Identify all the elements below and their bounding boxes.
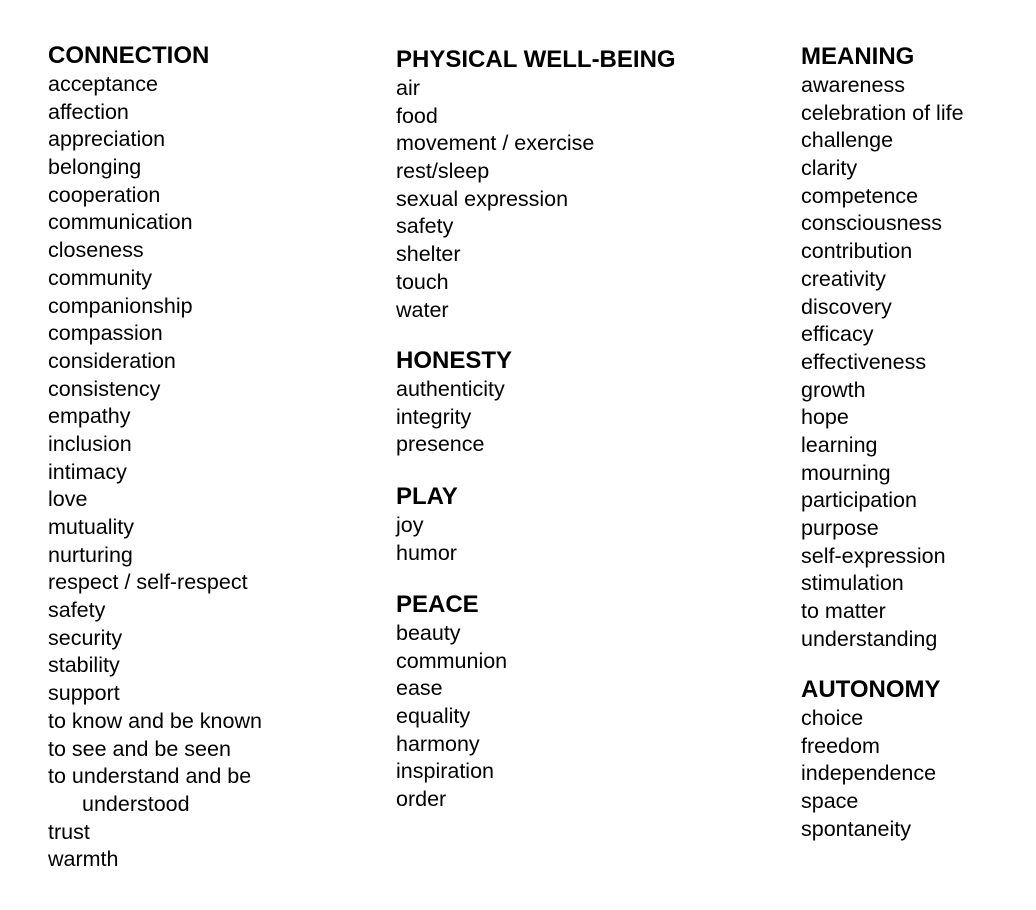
list-item: movement / exercise <box>396 131 595 156</box>
list-item: communion <box>396 648 508 673</box>
list-item: hope <box>801 405 849 430</box>
list-item: security <box>48 625 123 650</box>
section-title-play: PLAY <box>396 483 458 510</box>
list-item: acceptance <box>48 72 158 96</box>
list-play <box>396 512 457 567</box>
list-item: affection <box>48 99 129 124</box>
list-item: celebration of life <box>801 100 964 125</box>
list-physical-well-being <box>396 75 594 324</box>
list-item: stability <box>48 653 120 678</box>
list-item: community <box>48 265 152 290</box>
list-item: inclusion <box>48 431 132 456</box>
list-item: independence <box>801 761 937 786</box>
list-item: efficacy <box>801 322 874 347</box>
list-item: discovery <box>801 294 892 319</box>
list-item: beauty <box>396 621 461 645</box>
list-item: warmth <box>48 847 119 872</box>
list-item: safety <box>48 598 106 623</box>
list-item: choice <box>801 706 864 730</box>
list-item: authenticity <box>396 377 505 401</box>
list-meaning <box>801 72 964 653</box>
list-item: touch <box>396 269 449 294</box>
list-item: understanding <box>801 626 938 651</box>
section-title-honesty: HONESTY <box>396 347 513 374</box>
list-item: self-expression <box>801 543 946 568</box>
list-item: to matter <box>801 599 886 624</box>
list-item: clarity <box>801 156 858 181</box>
list-item: support <box>48 681 120 706</box>
section-title-physical-well-being: PHYSICAL WELL-BEING <box>396 46 676 73</box>
list-item: ease <box>396 676 443 701</box>
list-item: integrity <box>396 404 472 429</box>
list-autonomy <box>801 705 936 843</box>
list-connection <box>48 71 262 874</box>
list-item: to see and be seen <box>48 736 231 761</box>
list-item: mutuality <box>48 515 135 539</box>
list-item: competence <box>801 183 919 208</box>
list-item: nurturing <box>48 542 133 567</box>
list-item: equality <box>396 704 471 729</box>
list-item: appreciation <box>48 127 166 152</box>
list-item: joy <box>396 513 424 537</box>
list-item: purpose <box>801 516 879 540</box>
section-title-connection: CONNECTION <box>48 42 210 69</box>
list-item: sexual expression <box>396 186 569 211</box>
list-item: stimulation <box>801 571 904 596</box>
list-item: mourning <box>801 460 891 485</box>
list-item: respect / self-respect <box>48 570 248 595</box>
list-item: awareness <box>801 73 905 97</box>
section-title-autonomy: AUTONOMY <box>801 676 941 703</box>
list-item: rest/sleep <box>396 159 490 184</box>
list-item: challenge <box>801 128 894 153</box>
list-item: consistency <box>48 376 161 401</box>
list-item: empathy <box>48 404 131 429</box>
list-item: contribution <box>801 239 913 264</box>
list-item: communication <box>48 210 193 235</box>
list-item: cooperation <box>48 182 161 207</box>
list-item: humor <box>396 540 457 565</box>
list-item: spontaneity <box>801 816 911 841</box>
list-item: love <box>48 487 88 512</box>
list-item: learning <box>801 432 878 457</box>
list-item: space <box>801 789 859 814</box>
list-item: creativity <box>801 266 886 291</box>
list-item: effectiveness <box>801 349 927 374</box>
list-item: compassion <box>48 321 163 346</box>
list-item: food <box>396 103 438 128</box>
list-item: consciousness <box>801 211 943 236</box>
list-item: presence <box>396 432 485 457</box>
list-item: understood <box>82 791 190 816</box>
list-item: growth <box>801 377 866 402</box>
list-item: harmony <box>396 731 480 756</box>
list-item: companionship <box>48 293 193 318</box>
list-item: intimacy <box>48 459 127 484</box>
list-item: water <box>396 297 449 322</box>
list-item: to know and be known <box>48 708 262 733</box>
list-peace <box>396 620 507 814</box>
list-item: shelter <box>396 242 461 267</box>
list-item: belonging <box>48 155 142 180</box>
section-title-peace: PEACE <box>396 591 479 618</box>
list-item: inspiration <box>396 759 494 784</box>
list-item: order <box>396 787 447 812</box>
list-item: trust <box>48 819 90 844</box>
list-item: safety <box>396 214 454 239</box>
list-item: to understand and be <box>48 764 252 789</box>
list-item: closeness <box>48 238 144 263</box>
list-item: consideration <box>48 348 176 373</box>
list-item: participation <box>801 488 917 513</box>
list-item: air <box>396 76 420 100</box>
list-honesty <box>396 376 505 459</box>
list-item: freedom <box>801 733 880 758</box>
section-title-meaning: MEANING <box>801 43 915 70</box>
